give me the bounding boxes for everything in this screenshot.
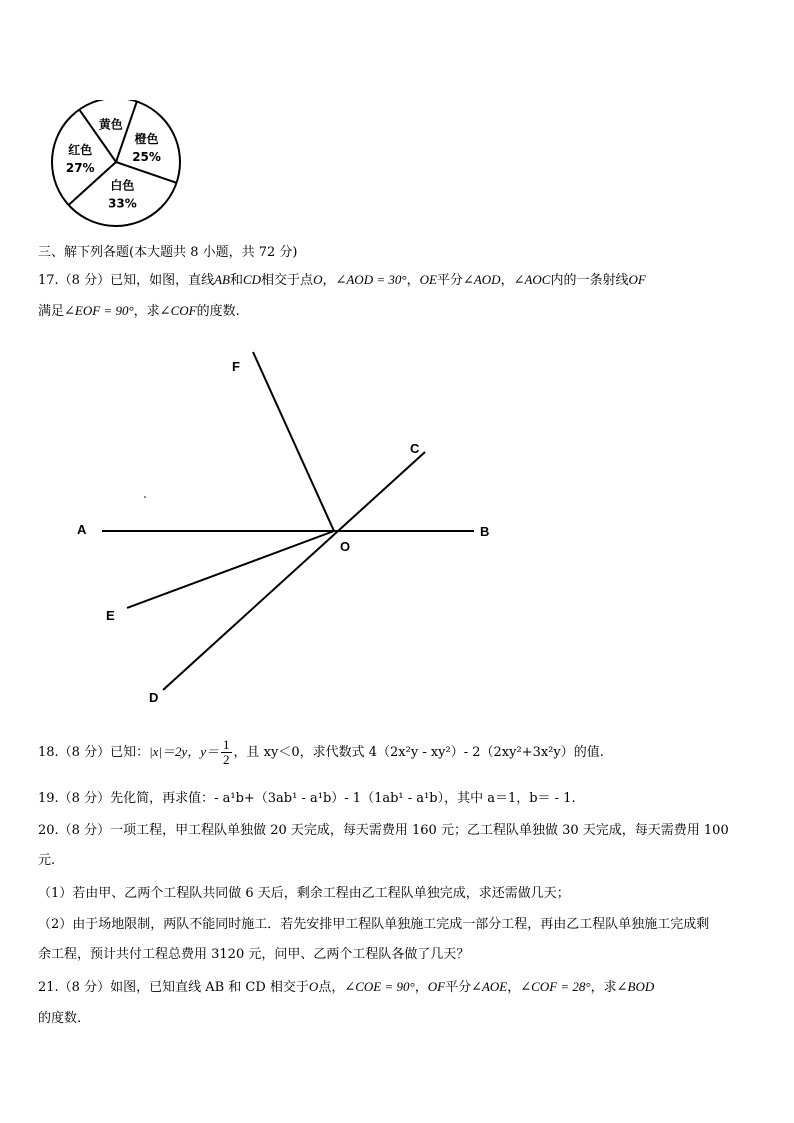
pie-slice-label: 黄色 [98, 117, 123, 132]
q17-line1: 17.（8 分）已知，如图，直线AB和CD相交于点O，∠AOD = 30°，OE平分∠AOD，∠AOC内的一条射线OF [38, 272, 646, 288]
q21-line1: 21.（8 分）如图，已知直线 AB 和 CD 相交于O点，∠COE = 90°，OF平分∠AOE，∠COF = 28°，求∠BOD [38, 979, 655, 995]
geometry-figure [70, 345, 530, 715]
pie-slice-label: 红色 [68, 142, 93, 157]
pie-slice-value: 27% [65, 160, 95, 175]
section-heading: 三、解下列各题(本大题共 8 小题，共 72 分) [38, 245, 298, 260]
q17-line2: 满足∠EOF = 90°，求∠COF的度数. [38, 303, 240, 319]
q19: 19.（8 分）先化简，再求值：- a¹b+（3ab¹ - a¹b）- 1（1ab¹ - a¹b），其中 a＝1，b＝ - 1. [38, 791, 576, 806]
label-E: E [106, 608, 115, 623]
pie-slice-value: 25% [132, 150, 161, 165]
q21-line2: 的度数. [38, 1011, 82, 1026]
pie-slice-label: 白色 [110, 178, 135, 193]
q20-sub2-line2: 余工程，预计共付工程总费用 3120 元，问甲、乙两个工程队各做了几天？ [38, 947, 470, 962]
q20-sub2-line1: （2）由于场地限制，两队不能同时施工．若先安排甲工程队单独施工完成一部分工程，再由乙工程队单独施工完成剩 [38, 917, 710, 932]
ray-OE [127, 531, 334, 608]
pie-slice-value: 33% [108, 196, 137, 211]
q20-sub1: （1）若由甲、乙两个工程队共同做 6 天后，剩余工程由乙工程队单独完成，求还需做几天； [38, 886, 570, 901]
q20-line1: 20.（8 分）一项工程，甲工程队单独做 20 天完成，每天需费用 160 元；乙工程队单独做 30 天完成，每天需费用 100 [38, 823, 729, 838]
pie-slice-label: 橙色 [134, 132, 159, 147]
fraction-one-half: $\frac{1}{2}$ [223, 737, 230, 767]
label-F: F [232, 359, 240, 374]
ray-OF [253, 352, 334, 531]
q20-line2: 元. [38, 853, 56, 868]
label-O: O [340, 539, 351, 554]
line-CD [163, 452, 425, 690]
label-A: A [77, 522, 87, 537]
pie-chart [46, 100, 186, 230]
q18: 18.（8 分）已知：|x|＝2y，y＝ $\frac{1}{2}$ ，且 xy＜0，求代数式 4（2x²y - xy²）- 2（2xy²+3x²y）的值. [38, 737, 604, 767]
label-B: B [480, 524, 490, 539]
label-C: C [410, 441, 420, 456]
label-D: D [149, 690, 159, 705]
